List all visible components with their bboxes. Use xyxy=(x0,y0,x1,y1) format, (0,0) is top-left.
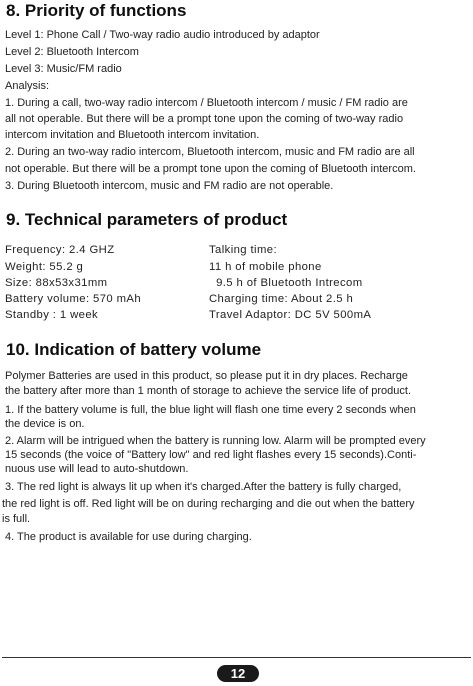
page-number-badge: 12 xyxy=(217,665,259,682)
battery-line: Polymer Batteries are used in this product, so please put it in dry places. Recharge xyxy=(5,370,408,382)
analysis-line: all not operable. But there will be a prompt tone upon the coming of two-way radio xyxy=(5,113,404,125)
spec-travel-adaptor: Travel Adaptor: DC 5V 500mA xyxy=(209,309,372,321)
battery-line: 1. If the battery volume is full, the blue light will flash one time every 2 seconds when xyxy=(5,404,416,416)
priority-line: Level 1: Phone Call / Two-way radio audio introduced by adaptor xyxy=(5,29,320,41)
battery-line: the red light is off. Red light will be on during recharging and die out when the battery xyxy=(2,498,415,510)
footer-divider xyxy=(2,657,471,658)
battery-line: 15 seconds (the voice of "Battery low" and red light flashes every 15 seconds).Conti- xyxy=(5,449,417,461)
spec-weight: Weight: 55.2 g xyxy=(5,261,84,273)
spec-talking-intercom: 9.5 h of Bluetooth Intrecom xyxy=(209,277,363,289)
analysis-line: intercom invitation and Bluetooth intercom invitation. xyxy=(5,129,260,141)
spec-frequency: Frequency: 2.4 GHZ xyxy=(5,244,115,256)
spec-battery-volume: Battery volume: 570 mAh xyxy=(5,293,142,305)
priority-line: Level 3: Music/FM radio xyxy=(5,63,122,75)
spec-size: Size: 88x53x31mm xyxy=(5,277,108,289)
battery-line: is full. xyxy=(2,513,31,525)
analysis-line: 2. During an two-way radio intercom, Bluetooth intercom, music and FM radio are all xyxy=(5,146,415,158)
section-8-title: 8. Priority of functions xyxy=(6,1,187,20)
spec-standby: Standby : 1 week xyxy=(5,309,99,321)
analysis-line: 1. During a call, two-way radio intercom / Bluetooth intercom / music / FM radio are xyxy=(5,97,408,109)
section-9-title: 9. Technical parameters of product xyxy=(6,210,288,229)
section-10-title: 10. Indication of battery volume xyxy=(6,340,262,359)
battery-line: 4. The product is available for use during charging. xyxy=(5,531,252,543)
analysis-line: 3. During Bluetooth intercom, music and FM radio are not operable. xyxy=(5,180,334,192)
battery-line: 2. Alarm will be intrigued when the battery is running low. Alarm will be prompted every xyxy=(5,435,426,447)
analysis-line: not operable. But there will be a prompt tone upon the coming of Bluetooth intercom. xyxy=(5,163,416,175)
battery-line: 3. The red light is always lit up when it's charged.After the battery is fully charged, xyxy=(5,481,402,493)
battery-line: nuous use will lead to auto-shutdown. xyxy=(5,463,189,475)
battery-line: the battery after more than 1 month of storage to achieve the service life of product. xyxy=(5,385,412,397)
analysis-label: Analysis: xyxy=(5,80,50,92)
priority-line: Level 2: Bluetooth Intercom xyxy=(5,46,139,58)
spec-talking-mobile: 11 h of mobile phone xyxy=(209,261,322,273)
spec-charging-time: Charging time: About 2.5 h xyxy=(209,293,354,305)
battery-line: the device is on. xyxy=(5,418,85,430)
spec-talking-time: Talking time: xyxy=(209,244,277,256)
